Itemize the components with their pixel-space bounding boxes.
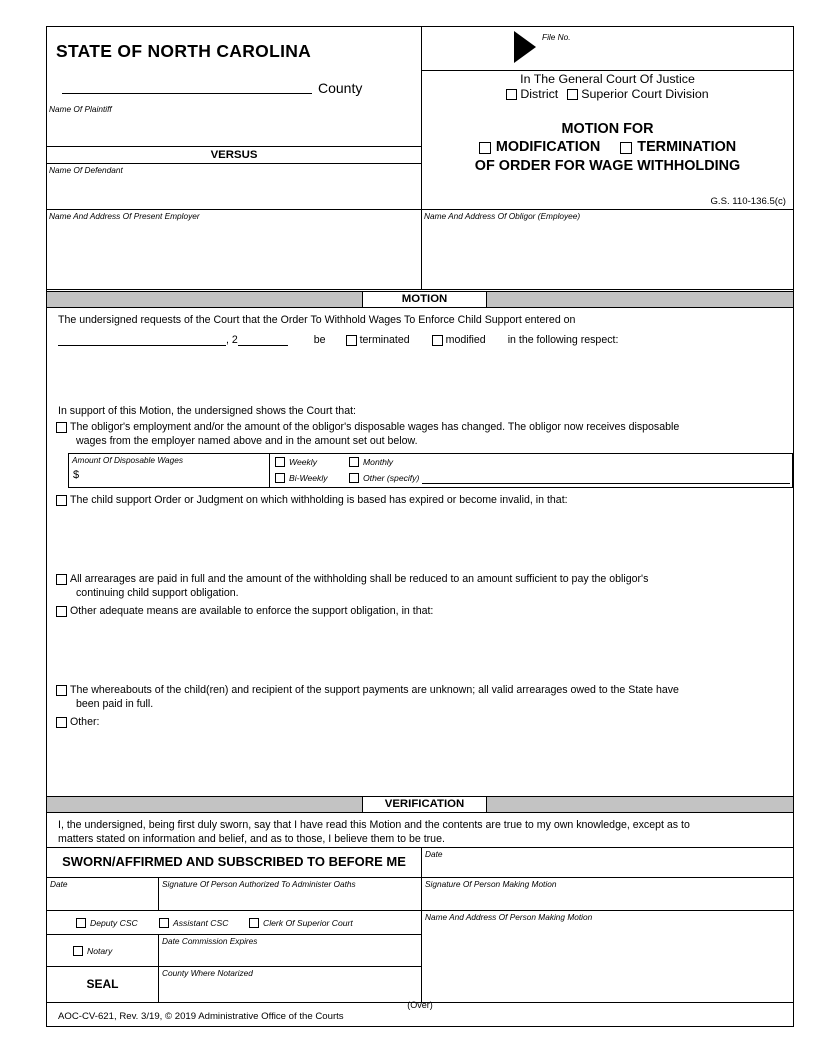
form-footer: AOC-CV-621, Rev. 3/19, © 2019 Administrative Office of the Courts: [58, 1011, 344, 1022]
deputy-csc-checkbox[interactable]: [76, 918, 86, 928]
other-frequency-checkbox[interactable]: [349, 473, 359, 483]
court-division-block: [421, 71, 794, 103]
monthly-label: Monthly: [363, 457, 394, 467]
seal-cell: [47, 967, 158, 1002]
motion-name-address-field[interactable]: [422, 911, 793, 1002]
termination-label: TERMINATION: [637, 139, 737, 155]
termination-option[interactable]: [620, 138, 736, 157]
motion-item-arrearages-paid[interactable]: [56, 573, 778, 600]
motion-section-title: MOTION: [362, 292, 487, 307]
county-label: County: [318, 80, 363, 96]
motion-date-row: [58, 334, 788, 346]
motion-item-order-expired[interactable]: [56, 494, 778, 508]
item-3-cont: continuing child support obligation.: [76, 586, 239, 599]
sworn-date-label: Date: [425, 849, 443, 859]
frequency-row-2: [270, 470, 792, 486]
county-notarized-label: County Where Notarized: [162, 968, 253, 978]
notary-checkbox[interactable]: [73, 946, 83, 956]
wages-amount-label: Amount Of Disposable Wages: [72, 455, 183, 465]
assistant-csc-option[interactable]: [159, 918, 249, 928]
signature-date-field[interactable]: [47, 878, 158, 910]
other-frequency-label: Other (specify): [363, 473, 420, 483]
modified-label: modified: [445, 334, 486, 346]
verification-text: [58, 818, 788, 846]
verification-line-2: matters stated on information and belief, and as to those, I believe them to be true.: [58, 833, 445, 845]
clerk-superior-checkbox[interactable]: [249, 918, 259, 928]
motion-section-bar: [47, 291, 793, 308]
motion-year-line[interactable]: [238, 334, 288, 346]
superior-label: Superior Court Division: [581, 87, 709, 101]
superior-option[interactable]: [567, 87, 708, 102]
item-2-checkbox[interactable]: [56, 495, 67, 506]
clerk-superior-label: Clerk Of Superior Court: [263, 917, 353, 928]
order-wage-withholding-label: OF ORDER FOR WAGE WITHHOLDING: [474, 158, 741, 174]
seal-label: SEAL: [86, 977, 119, 991]
employer-label: Name And Address Of Present Employer: [49, 211, 200, 221]
notary-option-cell: [47, 935, 158, 966]
monthly-checkbox[interactable]: [349, 457, 359, 467]
other-frequency-option[interactable]: [349, 473, 419, 483]
verification-section-title: VERIFICATION: [362, 797, 487, 812]
item-2-text: The child support Order or Judgment on which withholding is based has expired or become invalid, in that:: [70, 494, 568, 506]
monthly-option[interactable]: [349, 457, 393, 467]
item-1-checkbox[interactable]: [56, 422, 67, 433]
verification-section-bar: [47, 796, 793, 813]
sworn-date-field[interactable]: [422, 848, 793, 877]
commission-expires-label: Date Commission Expires: [162, 936, 258, 946]
deputy-csc-option[interactable]: [76, 918, 159, 928]
support-intro-text: In support of this Motion, the undersigned shows the Court that:: [58, 405, 356, 417]
county-input-line[interactable]: [62, 80, 312, 94]
item-4-checkbox[interactable]: [56, 606, 67, 617]
item-3-text: All arrearages are paid in full and the amount of the withholding shall be reduced to an amount sufficient to pay the obligor's: [70, 573, 649, 585]
weekly-checkbox[interactable]: [275, 457, 285, 467]
court-of-justice-label: In The General Court Of Justice: [520, 72, 695, 86]
sworn-affirmed-title: SWORN/AFFIRMED AND SUBSCRIBED TO BEFORE ME: [62, 854, 406, 869]
motion-date-line[interactable]: [58, 334, 226, 346]
sworn-affirmed-block: [47, 848, 421, 877]
item-5-cont: been paid in full.: [76, 697, 154, 710]
superior-checkbox[interactable]: [567, 89, 578, 100]
biweekly-label: Bi-Weekly: [289, 473, 328, 483]
termination-checkbox[interactable]: [620, 142, 632, 154]
item-5-text: The whereabouts of the child(ren) and recipient of the support payments are unknown; all valid arrearages owed to the State have: [70, 684, 679, 696]
item-5-checkbox[interactable]: [56, 685, 67, 696]
oath-signature-field[interactable]: [159, 878, 421, 910]
motion-for-label: MOTION FOR: [561, 121, 654, 137]
motion-item-employment-changed[interactable]: [56, 421, 778, 448]
district-checkbox[interactable]: [506, 89, 517, 100]
item-1-cont: wages from the employer named above and in the amount set out below.: [76, 434, 418, 447]
motion-signature-field[interactable]: [422, 878, 793, 910]
disposable-wages-table: [68, 453, 793, 488]
assistant-csc-checkbox[interactable]: [159, 918, 169, 928]
item-1-text: The obligor's employment and/or the amount of the obligor's disposable wages has changed. The obligor now receives disposable: [70, 421, 680, 433]
motion-item-other[interactable]: [56, 716, 778, 730]
obligor-field[interactable]: [421, 210, 794, 290]
plaintiff-label: Name Of Plaintiff: [49, 104, 112, 114]
triangle-marker-icon: [514, 31, 536, 63]
frequency-row-1: [270, 454, 792, 470]
motion-item-whereabouts-unknown[interactable]: [56, 684, 778, 711]
versus-divider: VERSUS: [46, 147, 422, 164]
employer-field[interactable]: [46, 210, 422, 290]
modification-label: MODIFICATION: [495, 139, 601, 155]
dollar-sign: $: [73, 469, 80, 481]
biweekly-option[interactable]: [275, 473, 349, 483]
notary-option[interactable]: [47, 935, 158, 966]
modified-checkbox[interactable]: [432, 335, 443, 346]
item-6-text: Other:: [70, 716, 100, 728]
respect-label: in the following respect:: [507, 334, 619, 346]
motion-name-address-label: Name And Address Of Person Making Motion: [425, 912, 593, 922]
notary-label: Notary: [87, 945, 113, 956]
statute-reference: G.S. 110-136.5(c): [710, 196, 786, 207]
plaintiff-field[interactable]: [46, 103, 422, 147]
item-3-checkbox[interactable]: [56, 574, 67, 585]
court-division-options: [421, 87, 794, 102]
modification-checkbox[interactable]: [479, 142, 491, 154]
district-label: District: [520, 87, 559, 101]
district-option[interactable]: [506, 87, 558, 102]
defendant-label: Name Of Defendant: [49, 165, 123, 175]
page-title: STATE OF NORTH CAROLINA: [56, 41, 312, 61]
deputy-csc-label: Deputy CSC: [90, 917, 138, 928]
modified-option[interactable]: [432, 334, 486, 346]
middle-vertical-divider: [421, 103, 422, 290]
verification-line-1: I, the undersigned, being first duly sworn, say that I have read this Motion and the contents are true to my own knowledge, except as to: [58, 819, 690, 831]
weekly-option[interactable]: [275, 457, 349, 467]
terminated-option[interactable]: [346, 334, 410, 346]
motion-signature-label: Signature Of Person Making Motion: [425, 879, 557, 889]
county-notarized-field[interactable]: [159, 967, 421, 1002]
commission-expires-field[interactable]: [159, 935, 421, 966]
motion-body: [58, 313, 788, 346]
assistant-csc-label: Assistant CSC: [173, 917, 229, 928]
be-label: be: [313, 334, 326, 346]
obligor-label: Name And Address Of Obligor (Employee): [424, 211, 581, 221]
item-4-text: Other adequate means are available to enforce the support obligation, in that:: [70, 605, 434, 617]
motion-intro-text: The undersigned requests of the Court that the Order To Withhold Wages To Enforce Child Support entered on: [58, 314, 576, 326]
weekly-label: Weekly: [289, 457, 318, 467]
csc-options-row: [47, 911, 421, 934]
signature-date-label: Date: [50, 879, 68, 889]
other-frequency-input-line[interactable]: [422, 473, 790, 484]
item-6-checkbox[interactable]: [56, 717, 67, 728]
wages-amount-cell[interactable]: [69, 454, 269, 487]
motion-item-other-means[interactable]: [56, 605, 778, 619]
defendant-field[interactable]: [46, 164, 422, 210]
modification-option[interactable]: [479, 138, 600, 157]
motion-title-block: [421, 120, 794, 175]
oath-signature-label: Signature Of Person Authorized To Administer Oaths: [162, 879, 356, 889]
wages-frequency-cell: [270, 454, 792, 487]
motion-type-options: [421, 138, 794, 157]
biweekly-checkbox[interactable]: [275, 473, 285, 483]
over-label: (Over): [407, 1000, 433, 1010]
terminated-label: terminated: [359, 334, 410, 346]
file-no-label: File No.: [542, 32, 571, 42]
file-number-field[interactable]: [421, 26, 794, 71]
year-prefix-label: , 2: [226, 334, 238, 346]
terminated-checkbox[interactable]: [346, 335, 357, 346]
clerk-superior-option[interactable]: [249, 918, 353, 928]
